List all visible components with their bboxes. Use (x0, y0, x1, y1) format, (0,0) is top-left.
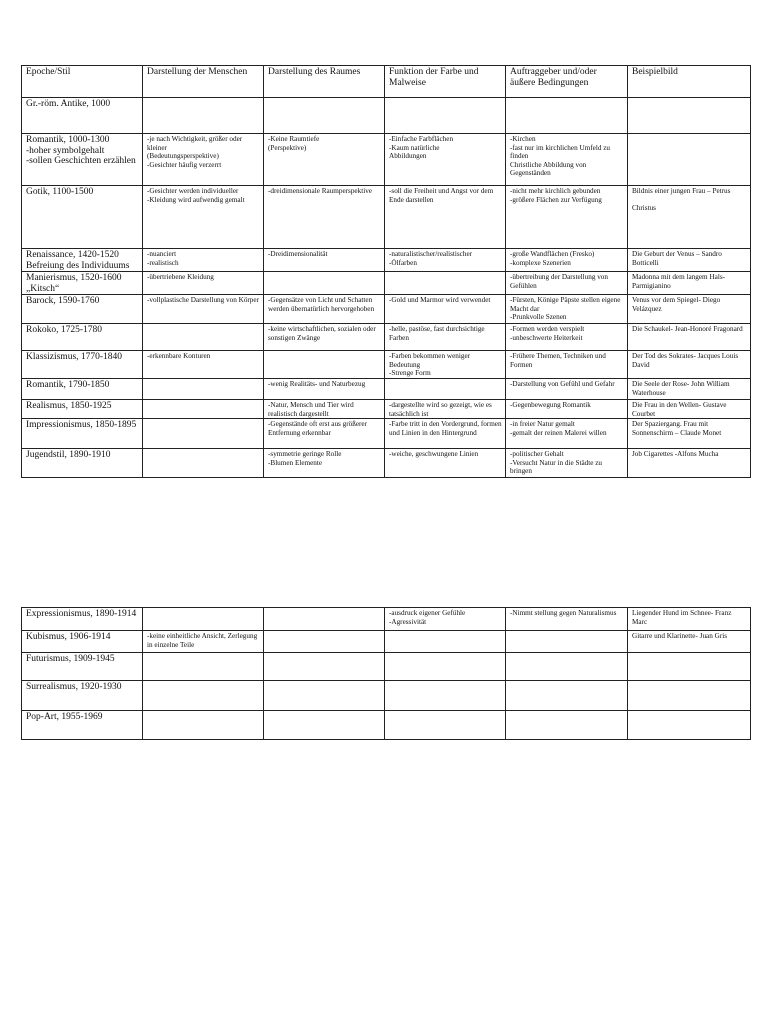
raum-cell: -keine wirtschaftlichen, sozialen oder sonstigen Zwänge (264, 324, 385, 351)
farbe-cell: -helle, pastöse, fast durchsichtige Farben (385, 324, 506, 351)
table-row (22, 681, 751, 711)
raum-cell: -Gegenstände oft erst aus größerer Entfernung erkennbar (264, 419, 385, 449)
beispiel-cell: Madonna mit dem langem Hals- Parmigianino (628, 272, 751, 295)
beispiel-cell: Der Spaziergang. Frau mit Sonnenschirm – Claude Monet (628, 419, 751, 449)
epoch-table-continued (21, 607, 751, 740)
beispiel-cell (628, 134, 751, 186)
auftraggeber-cell (506, 98, 628, 134)
beispiel-cell: Die Schaukel- Jean-Honoré Fragonard (628, 324, 751, 351)
raum-cell: -Gegensätze von Licht und Schatten werden übernatürlich hervorgehoben (264, 295, 385, 324)
table-row (22, 134, 751, 186)
beispiel-cell: Die Seele der Rose- John William Waterhouse (628, 379, 751, 400)
header-auftraggeber: Auftraggeber und/oder äußere Bedingungen (506, 66, 628, 98)
farbe-cell: -naturalistischer/realistischer -Ölfarben (385, 249, 506, 272)
epoch-cell: Rokoko, 1725-1780 (22, 324, 143, 351)
auftraggeber-cell: -große Wandflächen (Fresko) -komplexe Szenerien (506, 249, 628, 272)
menschen-cell (143, 98, 264, 134)
menschen-cell: -je nach Wichtigkeit, größer oder kleiner (Bedeutungsperspektive) -Gesichter häufig verzerrt (143, 134, 264, 186)
farbe-cell: -weiche, geschwungene Linien (385, 449, 506, 478)
epoch-cell: Futurismus, 1909-1945 (22, 653, 143, 681)
table-row (22, 653, 751, 681)
auftraggeber-cell (506, 681, 628, 711)
epoch-cell: Gr.-röm. Antike, 1000 (22, 98, 143, 134)
farbe-cell: -dargestellte wird so gezeigt, wie es tatsächlich ist (385, 400, 506, 419)
auftraggeber-cell (506, 631, 628, 653)
table-row (22, 249, 751, 272)
table-row (22, 711, 751, 740)
auftraggeber-cell: -Gegenbewegung Romantik (506, 400, 628, 419)
epoch-cell: Kubismus, 1906-1914 (22, 631, 143, 653)
farbe-cell: -Einfache Farbflächen -Kaum natürliche Abbildungen (385, 134, 506, 186)
table-row (22, 295, 751, 324)
table-row (22, 98, 751, 134)
raum-cell (264, 351, 385, 379)
menschen-cell (143, 449, 264, 478)
beispiel-cell (628, 711, 751, 740)
auftraggeber-cell (506, 653, 628, 681)
beispiel-cell: Liegender Hund im Schnee- Franz Marc (628, 608, 751, 631)
beispiel-cell: Die Frau in den Wellen- Gustave Courbet (628, 400, 751, 419)
epoch-cell: Expressionismus, 1890-1914 (22, 608, 143, 631)
raum-cell (264, 681, 385, 711)
header-menschen: Darstellung der Menschen (143, 66, 264, 98)
menschen-cell: -vollplastische Darstellung von Körper (143, 295, 264, 324)
epoch-cell: Romantik, 1790-1850 (22, 379, 143, 400)
table-row (22, 400, 751, 419)
raum-cell (264, 711, 385, 740)
epoch-cell: Renaissance, 1420-1520 Befreiung des Individuums (22, 249, 143, 272)
farbe-cell: -ausdruck eigener Gefühle -Agressivität (385, 608, 506, 631)
table-row (22, 351, 751, 379)
menschen-cell (143, 419, 264, 449)
menschen-cell: -Gesichter werden individueller -Kleidung wird aufwendig gemalt (143, 186, 264, 249)
farbe-cell (385, 653, 506, 681)
menschen-cell (143, 681, 264, 711)
table-row (22, 608, 751, 631)
auftraggeber-cell: -übertreibung der Darstellung von Gefühlen (506, 272, 628, 295)
auftraggeber-cell: -Fürsten, Könige Päpste stellen eigene Macht dar -Prunkvolle Szenen (506, 295, 628, 324)
header-row (22, 66, 751, 98)
beispiel-cell: Gitarre und Klarinette- Juan Gris (628, 631, 751, 653)
farbe-cell: -Farbe tritt in den Vordergrund, formen und Linien in den Hintergrund (385, 419, 506, 449)
farbe-cell (385, 272, 506, 295)
auftraggeber-cell (506, 711, 628, 740)
table-row (22, 379, 751, 400)
epoch-cell: Jugendstil, 1890-1910 (22, 449, 143, 478)
header-farbe: Funktion der Farbe und Malweise (385, 66, 506, 98)
auftraggeber-cell: -nicht mehr kirchlich gebunden -größere Flächen zur Verfügung (506, 186, 628, 249)
beispiel-cell: Die Geburt der Venus – Sandro Botticelli (628, 249, 751, 272)
menschen-cell (143, 653, 264, 681)
epoch-cell: Gotik, 1100-1500 (22, 186, 143, 249)
menschen-cell: -keine einheitliche Ansicht, Zerlegung in einzelne Teile (143, 631, 264, 653)
auftraggeber-cell: -Frühere Themen, Techniken und Formen (506, 351, 628, 379)
menschen-cell (143, 379, 264, 400)
table-row (22, 186, 751, 249)
header-epoch: Epoche/Stil (22, 66, 143, 98)
farbe-cell (385, 711, 506, 740)
farbe-cell: -Farben bekommen weniger Bedeutung -Strenge Form (385, 351, 506, 379)
epoch-table-main (21, 65, 751, 478)
raum-cell: -dreidimensionale Raumperspektive (264, 186, 385, 249)
beispiel-cell: Der Tod des Sokrates- Jacques Louis David (628, 351, 751, 379)
epoch-cell: Romantik, 1000-1300 -hoher symbolgehalt -sollen Geschichten erzählen (22, 134, 143, 186)
menschen-cell: -nuanciert -realistisch (143, 249, 264, 272)
raum-cell: -wenig Realitäts- und Naturbezug (264, 379, 385, 400)
raum-cell: -Dreidimensionalität (264, 249, 385, 272)
header-beispiel: Beispielbild (628, 66, 751, 98)
table-row (22, 449, 751, 478)
table-row (22, 631, 751, 653)
farbe-cell: -soll die Freiheit und Angst vor dem Ende darstellen (385, 186, 506, 249)
menschen-cell: -erkennbare Konturen (143, 351, 264, 379)
raum-cell: -Keine Raumtiefe (Perspektive) (264, 134, 385, 186)
farbe-cell (385, 631, 506, 653)
farbe-cell (385, 98, 506, 134)
raum-cell (264, 608, 385, 631)
raum-cell: -Natur, Mensch und Tier wird realistisch dargestellt (264, 400, 385, 419)
table-row (22, 419, 751, 449)
auftraggeber-cell: -in freier Natur gemalt -gemalt der reinen Malerei willen (506, 419, 628, 449)
menschen-cell (143, 711, 264, 740)
table-row (22, 272, 751, 295)
beispiel-cell (628, 98, 751, 134)
epoch-cell: Barock, 1590-1760 (22, 295, 143, 324)
beispiel-cell (628, 653, 751, 681)
auftraggeber-cell: -Formen werden verspielt -unbeschwerte Heiterkeit (506, 324, 628, 351)
raum-cell (264, 272, 385, 295)
menschen-cell (143, 324, 264, 351)
farbe-cell (385, 379, 506, 400)
header-raum: Darstellung des Raumes (264, 66, 385, 98)
auftraggeber-cell: -politischer Gehalt -Versucht Natur in die Städte zu bringen (506, 449, 628, 478)
farbe-cell (385, 681, 506, 711)
auftraggeber-cell: -Kirchen -fast nur im kirchlichen Umfeld zu finden Christliche Abbildung von Gegenständen (506, 134, 628, 186)
raum-cell (264, 631, 385, 653)
epoch-cell: Realismus, 1850-1925 (22, 400, 143, 419)
beispiel-cell: Bildnis einer jungen Frau – Petrus Christus (628, 186, 751, 249)
epoch-cell: Impressionismus, 1850-1895 (22, 419, 143, 449)
auftraggeber-cell: -Nimmt stellung gegen Naturalismus (506, 608, 628, 631)
auftraggeber-cell: -Darstellung von Gefühl und Gefahr (506, 379, 628, 400)
raum-cell (264, 653, 385, 681)
beispiel-cell (628, 681, 751, 711)
epoch-cell: Pop-Art, 1955-1969 (22, 711, 143, 740)
farbe-cell: -Gold und Marmor wird verwendet (385, 295, 506, 324)
beispiel-cell: Job Cigarettes -Alfons Mucha (628, 449, 751, 478)
epoch-cell: Klassizismus, 1770-1840 (22, 351, 143, 379)
menschen-cell: -übertriebene Kleidung (143, 272, 264, 295)
epoch-cell: Surrealismus, 1920-1930 (22, 681, 143, 711)
table-row (22, 324, 751, 351)
epoch-cell: Manierismus, 1520-1600 „Kitsch“ (22, 272, 143, 295)
menschen-cell (143, 400, 264, 419)
raum-cell (264, 98, 385, 134)
beispiel-cell: Venus vor dem Spiegel- Diego Velázquez (628, 295, 751, 324)
raum-cell: -symmetrie geringe Rolle -Blumen Elemente (264, 449, 385, 478)
menschen-cell (143, 608, 264, 631)
